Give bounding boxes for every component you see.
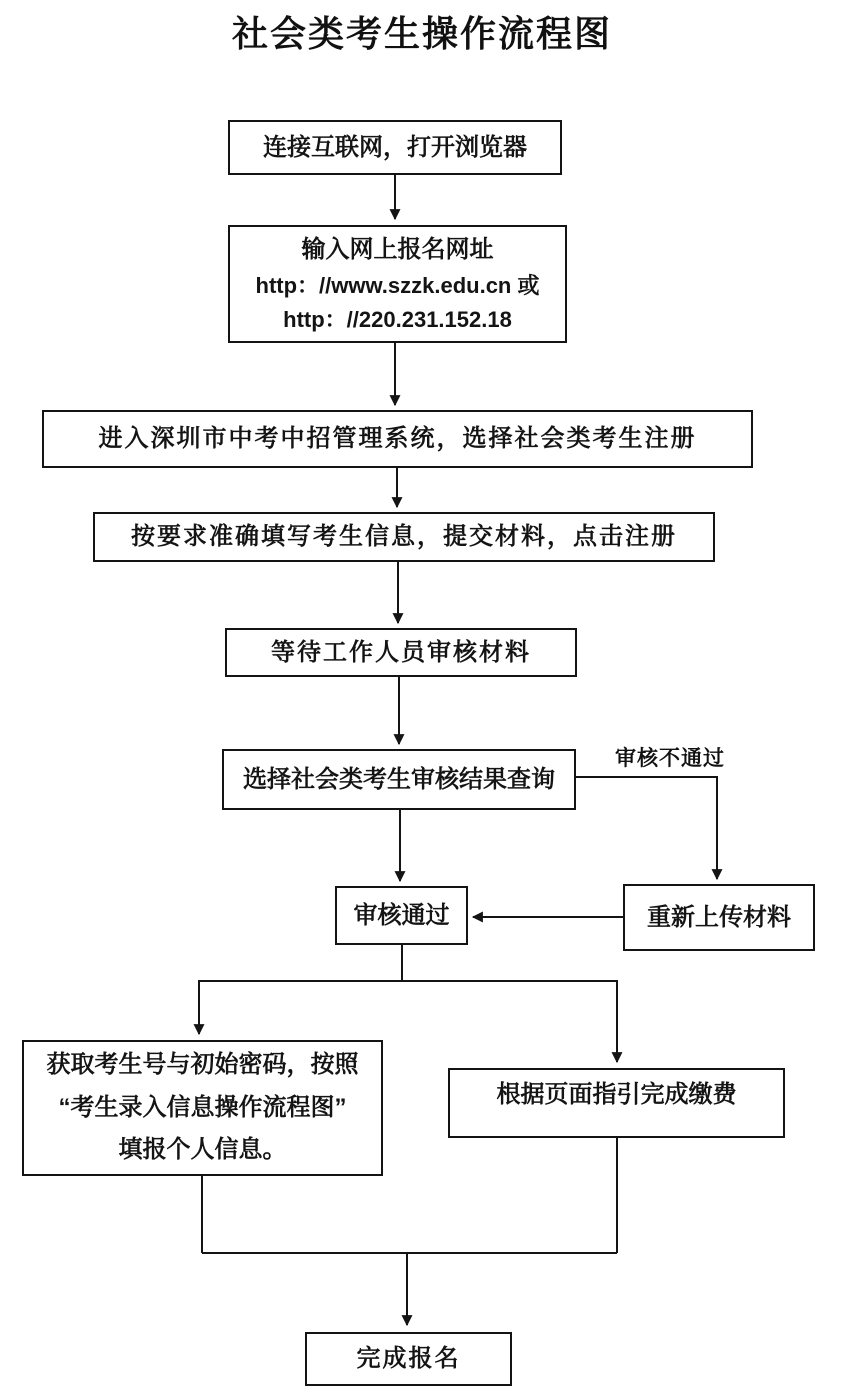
node-enter-system [42, 410, 753, 468]
node-reupload-materials-label: 重新上传材料 [647, 903, 791, 931]
node-complete-payment [448, 1068, 785, 1138]
node-complete-registration-label: 完成报名 [356, 1345, 461, 1373]
edge-label-review-failed: 审核不通过 [615, 747, 725, 770]
node-get-examinee-id [22, 1040, 383, 1176]
node-query-review-result [222, 749, 576, 810]
node-wait-review [225, 628, 577, 677]
edge-branch-to-getid [199, 981, 402, 1034]
node-wait-review-label: 等待工作人员审核材料 [271, 638, 531, 666]
node-complete-registration [305, 1332, 512, 1386]
node-connect-internet [228, 120, 562, 175]
url-heading: 输入网上报名网址 [301, 236, 494, 264]
node-fill-info-label: 按要求准确填写考生信息，提交材料，点击注册 [131, 523, 677, 551]
url-secondary: http：//220.231.152.18 [283, 306, 512, 332]
edge-query-to-reupload-review-failed [576, 777, 717, 879]
getid-line-1: 获取考生号与初始密码，按照 [46, 1050, 359, 1078]
node-complete-payment-label: 根据页面指引完成缴费 [496, 1081, 737, 1109]
getid-line-2: “考生录入信息操作流程图” [58, 1093, 347, 1121]
node-connect-internet-label: 连接互联网，打开浏览器 [263, 133, 527, 161]
url-primary: http：//www.szzk.edu.cn 或 [255, 272, 540, 298]
edge-branch-to-pay [402, 981, 617, 1062]
node-registration-url [228, 225, 567, 343]
node-fill-info [93, 512, 715, 562]
node-review-passed-label: 审核通过 [353, 901, 450, 929]
node-query-review-result-label: 选择社会类考生审核结果查询 [243, 765, 555, 793]
node-enter-system-label: 进入深圳市中考中招管理系统，选择社会类考生注册 [98, 425, 697, 453]
page-title: 社会类考生操作流程图 [231, 13, 612, 54]
node-review-passed [335, 886, 468, 945]
node-reupload-materials [623, 884, 815, 951]
getid-line-3: 填报个人信息。 [118, 1136, 287, 1164]
